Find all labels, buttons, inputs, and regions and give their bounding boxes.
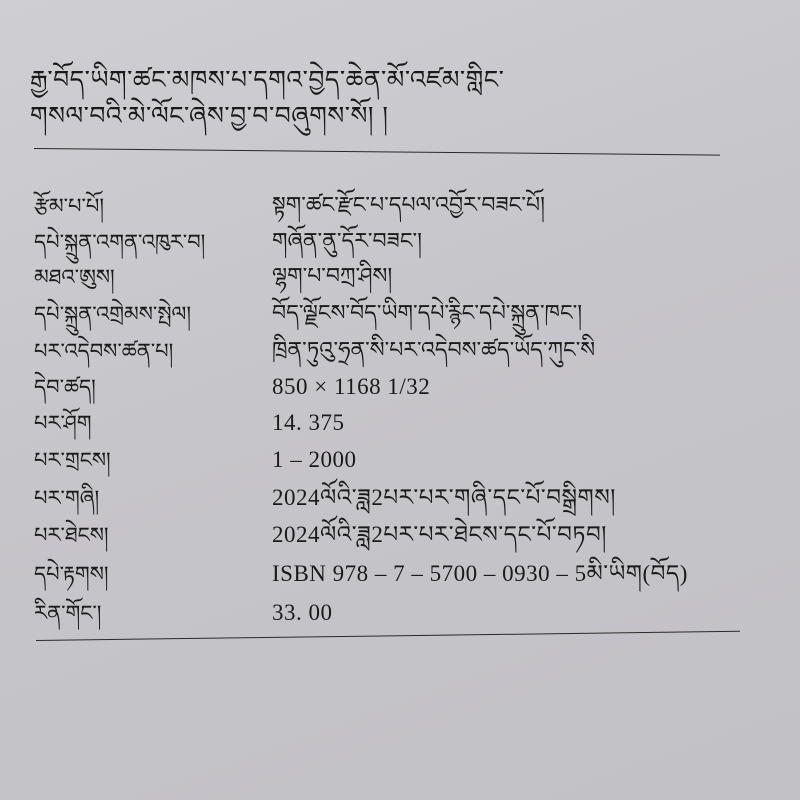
price-label: རིན་གོང་།	[34, 601, 102, 625]
author-value: སྟག་ཚང་རྫོང་པ་དཔལ་འབྱོར་བཟང་པོ།	[272, 193, 545, 218]
print-run-value: 1 – 2000	[272, 447, 357, 472]
row-editor	[0, 224, 800, 260]
cover-design-label: མཐའ་ཨུས།	[34, 265, 115, 289]
row-printer	[0, 333, 800, 369]
row-format	[0, 369, 800, 405]
edition-label: པར་གཞི།	[34, 486, 100, 510]
row-isbn	[0, 556, 800, 592]
row-cover-design	[0, 259, 800, 295]
author-label: རྩོམ་པ་པོ།	[34, 194, 105, 218]
row-print-run	[0, 442, 800, 478]
format-label: དེབ་ཚད།	[34, 375, 96, 399]
publisher-value: བོད་ལྗོངས་བོད་ཡིག་དཔེ་རྙིང་དཔེ་སྐྲུན་ཁང་།	[272, 301, 583, 326]
row-price	[0, 595, 800, 631]
cover-design-value: ལྷག་པ་བཀྲ་ཤིས།	[272, 264, 393, 289]
row-impression	[0, 517, 800, 553]
edition-value: 2024ལོའི་ཟླ2པར་པར་གཞི་དང་པོ་བསྒྲིགས།	[272, 485, 616, 510]
printer-label: པར་འདེབས་ཚན་པ།	[34, 339, 174, 363]
row-author	[0, 188, 800, 224]
printer-value: ཁྲིན་ཏུའུ་ཧྲན་སི་པར་འདེབས་ཚད་ཡོད་ཀུང་སི	[272, 338, 596, 363]
publisher-label: དཔེ་སྐྲུན་འགྲེམས་སྤེལ།	[34, 302, 191, 326]
impression-label: པར་ཐེངས།	[34, 523, 109, 547]
print-run-label: པར་གྲངས།	[34, 448, 111, 472]
isbn-label: དཔེ་རྟགས།	[34, 562, 109, 586]
sheets-value: 14. 375	[272, 410, 345, 435]
price-value: 33. 00	[272, 600, 333, 625]
editor-value: གཞོན་ནུ་དོར་བཟང་།	[272, 229, 423, 254]
book-title-line-2: གསལ་བའི་མེ་ལོང་ཞེས་བྱ་བ་བཞུགས་སོ། །	[30, 101, 389, 130]
format-value: 850 × 1168 1/32	[272, 374, 431, 399]
book-title-line-1: རྒྱ་བོད་ཡིག་ཚང་མཁས་པ་དགའ་བྱེད་ཆེན་མོ་འཛམ་གླིང་	[30, 65, 505, 94]
sheets-label: པར་ཤོག	[34, 411, 92, 435]
editor-label: དཔེ་སྐྲུན་འགན་འཁུར་བ།	[34, 230, 206, 254]
row-sheets	[0, 405, 800, 441]
impression-value: 2024ལོའི་ཟླ2པར་པར་ཐེངས་དང་པོ་བཏབ།	[272, 522, 607, 547]
row-publisher	[0, 296, 800, 332]
row-edition	[0, 480, 800, 516]
isbn-value: ISBN 978 – 7 – 5700 – 0930 – 5མི་ཡིག(བོད)	[272, 561, 688, 586]
